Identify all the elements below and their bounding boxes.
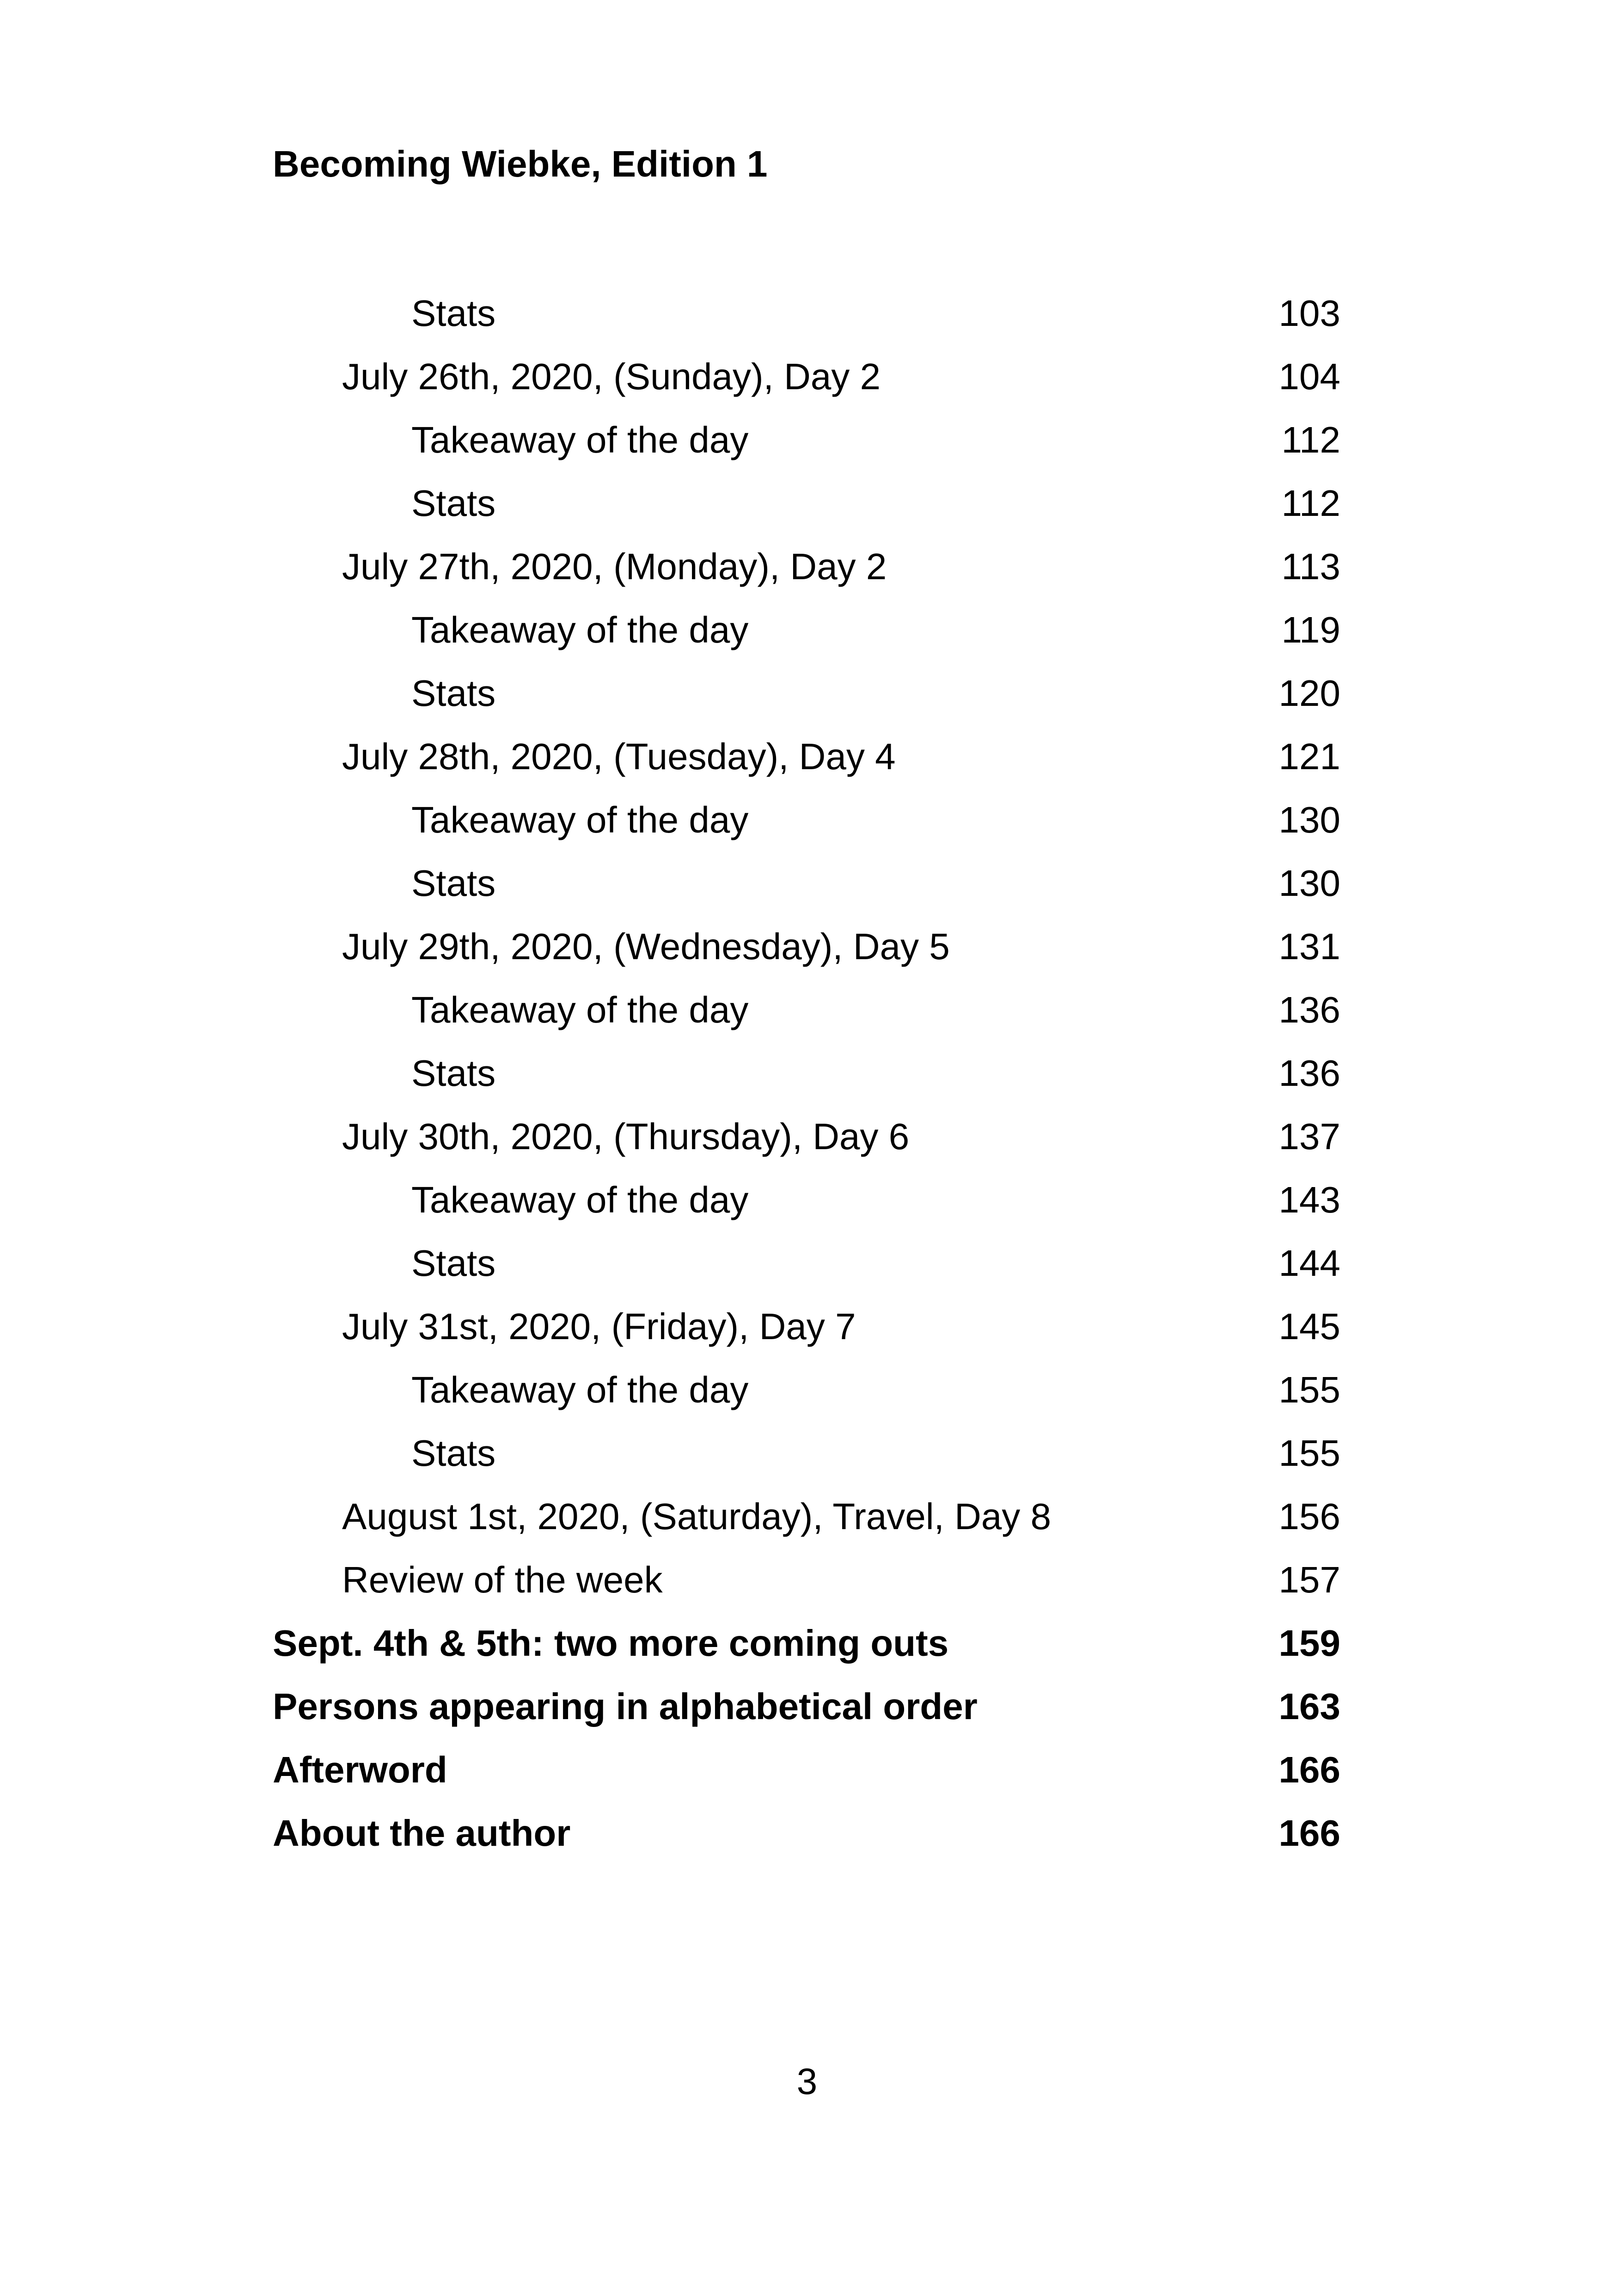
toc-entry-title: Takeaway of the day bbox=[411, 799, 749, 840]
toc-entry bbox=[273, 795, 1340, 858]
toc-entry bbox=[273, 288, 1340, 351]
toc-entry-title: Takeaway of the day bbox=[411, 1369, 749, 1410]
toc-entry bbox=[273, 1681, 1340, 1745]
running-header: Becoming Wiebke, Edition 1 bbox=[273, 143, 768, 184]
toc-entry bbox=[273, 351, 1340, 415]
toc-entry-page: 130 bbox=[1278, 799, 1340, 840]
toc-entry-title: August 1st, 2020, (Saturday), Travel, Day 8 bbox=[342, 1496, 1052, 1537]
toc-entry-page: 157 bbox=[1278, 1559, 1340, 1600]
toc-entry-page: 163 bbox=[1278, 1686, 1340, 1727]
toc-entry-page: 104 bbox=[1278, 356, 1340, 397]
toc-entry bbox=[273, 985, 1340, 1048]
toc-entry bbox=[273, 1428, 1340, 1491]
toc-entry bbox=[273, 1048, 1340, 1111]
toc-entry-page: 120 bbox=[1278, 673, 1340, 714]
toc-entry bbox=[273, 1175, 1340, 1238]
toc-entry bbox=[273, 1111, 1340, 1175]
toc-entry bbox=[273, 1555, 1340, 1618]
toc-entry-title: Afterword bbox=[273, 1749, 447, 1790]
toc-entry-page: 166 bbox=[1278, 1812, 1340, 1854]
toc-entry-page: 130 bbox=[1278, 863, 1340, 904]
toc-entry bbox=[273, 668, 1340, 731]
toc-entry-title: Takeaway of the day bbox=[411, 989, 749, 1030]
toc-entry-page: 131 bbox=[1278, 926, 1340, 967]
toc-entry bbox=[273, 1491, 1340, 1555]
toc-entry-page: 103 bbox=[1278, 293, 1340, 334]
toc-entry-title: Stats bbox=[411, 1243, 496, 1284]
table-of-contents bbox=[273, 288, 1340, 1871]
toc-entry-title: Stats bbox=[411, 483, 496, 524]
toc-entry-title: July 26th, 2020, (Sunday), Day 2 bbox=[342, 356, 881, 397]
toc-entry-page: 136 bbox=[1278, 989, 1340, 1030]
toc-entry-page: 166 bbox=[1278, 1749, 1340, 1790]
toc-entry bbox=[273, 1238, 1340, 1301]
toc-entry bbox=[273, 921, 1340, 985]
toc-entry-page: 112 bbox=[1281, 483, 1340, 524]
toc-entry-title: Stats bbox=[411, 673, 496, 714]
toc-entry-page: 113 bbox=[1281, 546, 1340, 587]
toc-entry-title: Takeaway of the day bbox=[411, 609, 749, 650]
toc-entry-page: 155 bbox=[1278, 1433, 1340, 1474]
toc-entry-title: Stats bbox=[411, 293, 496, 334]
toc-entry-page: 112 bbox=[1281, 419, 1340, 460]
toc-entry bbox=[273, 415, 1340, 478]
toc-entry bbox=[273, 1745, 1340, 1808]
toc-entry bbox=[273, 1301, 1340, 1365]
toc-entry-title: Persons appearing in alphabetical order bbox=[273, 1686, 978, 1727]
toc-entry-page: 137 bbox=[1278, 1116, 1340, 1157]
toc-entry bbox=[273, 858, 1340, 921]
toc-entry-title: About the author bbox=[273, 1812, 571, 1854]
toc-entry-page: 143 bbox=[1278, 1179, 1340, 1220]
toc-entry-page: 145 bbox=[1278, 1306, 1340, 1347]
toc-entry-title: Review of the week bbox=[342, 1559, 663, 1600]
toc-entry-title: July 31st, 2020, (Friday), Day 7 bbox=[342, 1306, 856, 1347]
toc-entry-page: 156 bbox=[1278, 1496, 1340, 1537]
toc-entry-title: Takeaway of the day bbox=[411, 1179, 749, 1220]
toc-entry-title: Sept. 4th & 5th: two more coming outs bbox=[273, 1623, 949, 1664]
toc-entry-title: Stats bbox=[411, 1053, 496, 1094]
toc-entry-title: July 28th, 2020, (Tuesday), Day 4 bbox=[342, 736, 896, 777]
toc-entry-page: 121 bbox=[1278, 736, 1340, 777]
toc-entry bbox=[273, 605, 1340, 668]
toc-entry bbox=[273, 1365, 1340, 1428]
toc-entry-page: 136 bbox=[1278, 1053, 1340, 1094]
toc-entry-page: 144 bbox=[1278, 1243, 1340, 1284]
toc-entry-title: Takeaway of the day bbox=[411, 419, 749, 460]
page-number: 3 bbox=[796, 2061, 818, 2102]
toc-entry-page: 155 bbox=[1278, 1369, 1340, 1410]
toc-entry-title: July 30th, 2020, (Thursday), Day 6 bbox=[342, 1116, 910, 1157]
toc-entry-title: July 27th, 2020, (Monday), Day 2 bbox=[342, 546, 887, 587]
toc-entry-title: July 29th, 2020, (Wednesday), Day 5 bbox=[342, 926, 950, 967]
toc-entry bbox=[273, 1808, 1340, 1871]
toc-entry bbox=[273, 731, 1340, 795]
toc-entry bbox=[273, 541, 1340, 605]
toc-entry bbox=[273, 1618, 1340, 1681]
toc-entry-title: Stats bbox=[411, 863, 496, 904]
toc-entry-page: 159 bbox=[1278, 1623, 1340, 1664]
toc-entry-title: Stats bbox=[411, 1433, 496, 1474]
toc-entry bbox=[273, 478, 1340, 541]
toc-entry-page: 119 bbox=[1281, 609, 1340, 650]
